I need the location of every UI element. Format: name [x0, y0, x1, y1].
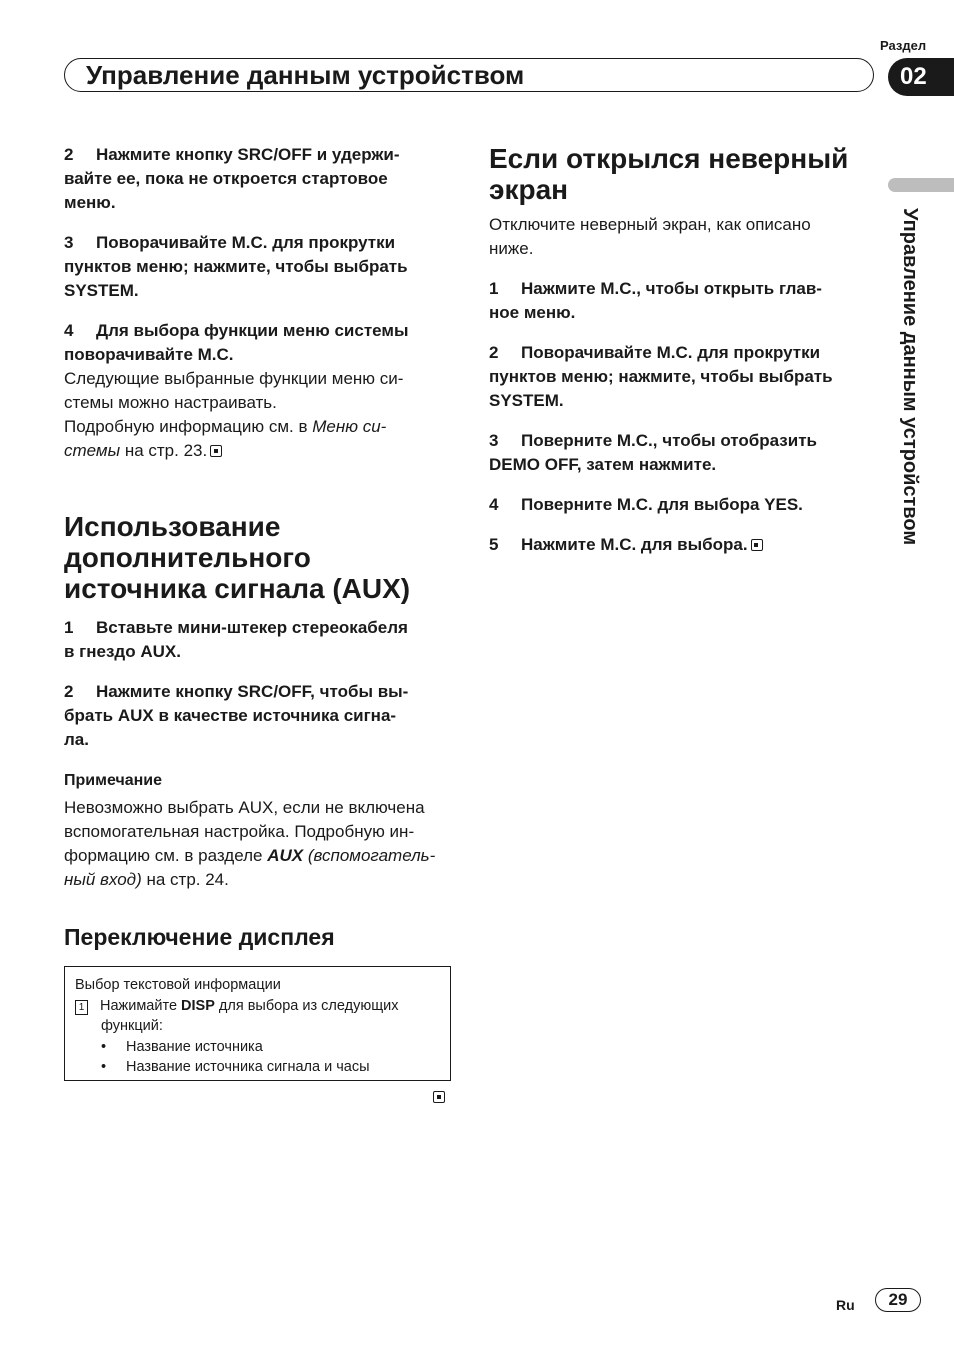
cross-reference: (вспомогатель-	[303, 846, 436, 865]
section-number-badge: 02	[888, 58, 954, 96]
bullet-item	[75, 1037, 440, 1058]
section-label: Раздел	[880, 38, 927, 53]
step-number: 3	[489, 431, 499, 450]
heading-line: экран	[489, 174, 569, 205]
step-number: 2	[64, 145, 74, 164]
page-number: 29	[875, 1288, 921, 1312]
step-text: Вставьте мини-штекер стереокабеля	[96, 618, 408, 637]
language-code: Ru	[836, 1297, 855, 1313]
right-column	[489, 143, 884, 557]
right-step-2	[489, 341, 884, 413]
step-number: 2	[489, 343, 499, 362]
step-number: 1	[64, 618, 74, 637]
step-text: Поверните M.C. для выбора YES.	[521, 495, 803, 514]
left-column	[64, 143, 454, 463]
step-text: пунктов меню; нажмите, чтобы выбрать	[64, 257, 408, 276]
side-section-title: Управление данным устройством	[899, 208, 921, 546]
aux-section	[64, 511, 454, 892]
step-text: SYSTEM.	[64, 281, 139, 300]
box-step-cont: функций:	[101, 1018, 163, 1034]
step-4-description	[64, 367, 454, 463]
step-text: Поверните M.C., чтобы отобразить	[521, 431, 817, 450]
step-text: Нажмите кнопку SRC/OFF и удержи-	[96, 145, 400, 164]
step-2	[64, 143, 454, 215]
step-number: 4	[64, 321, 74, 340]
step-text: Нажмите M.C. для выбора.	[521, 535, 748, 554]
body-text: вспомогательная настройка. Подробную ин-	[64, 822, 415, 841]
page-title: Управление данным устройством	[86, 60, 525, 90]
wrong-screen-heading	[489, 143, 884, 205]
note-text	[64, 796, 454, 892]
body-text: Невозможно выбрать AUX, если не включена	[64, 798, 425, 817]
bullet-text: Название источника	[126, 1038, 263, 1055]
box-step	[75, 996, 440, 1017]
step-4	[64, 319, 454, 367]
step-text: ла.	[64, 730, 89, 749]
bullet-icon: •	[101, 1059, 107, 1075]
bullet-item	[75, 1057, 440, 1078]
display-end-mark	[433, 1089, 445, 1107]
step-text: поворачивайте M.C.	[64, 345, 234, 364]
step-text: пунктов меню; нажмите, чтобы выбрать	[489, 367, 833, 386]
heading-line: источника сигнала (AUX)	[64, 573, 411, 604]
right-step-3	[489, 429, 884, 477]
display-heading: Переключение дисплея	[64, 924, 335, 950]
step-text: Для выбора функции меню системы	[96, 321, 409, 340]
step-number: 1	[489, 279, 499, 298]
display-section	[64, 923, 454, 951]
step-text: в гнездо AUX.	[64, 642, 181, 661]
heading-line: дополнительного	[64, 542, 311, 573]
step-number: 2	[64, 682, 74, 701]
aux-step-1	[64, 616, 454, 664]
heading-line: Если открылся неверный	[489, 143, 849, 174]
step-text: брать AUX в качестве источника сигна-	[64, 706, 397, 725]
body-text: Следующие выбранные функции меню си-	[64, 369, 404, 388]
body-text: формацию см. в разделе	[64, 846, 268, 865]
body-text: Нажимайте	[100, 997, 182, 1014]
intro-text	[489, 213, 884, 261]
body-text: на стр. 24.	[141, 870, 229, 889]
end-mark-icon	[433, 1091, 445, 1103]
right-step-1	[489, 277, 884, 325]
end-mark-icon	[751, 539, 763, 551]
step-number-box: 1	[75, 1000, 88, 1015]
aux-heading	[64, 511, 454, 604]
button-name: DISP	[181, 997, 215, 1014]
step-number: 5	[489, 535, 499, 554]
heading-line: Использование	[64, 511, 281, 542]
cross-reference: AUX	[267, 846, 304, 865]
step-text: Поворачивайте M.C. для прокрутки	[521, 343, 821, 362]
note-title: Примечание	[64, 772, 163, 789]
end-mark-icon	[210, 445, 222, 457]
side-tab-marker	[888, 178, 954, 192]
bullet-icon: •	[101, 1038, 107, 1055]
step-number: 3	[64, 233, 74, 252]
cross-reference: ный вход)	[64, 870, 142, 889]
step-text: Нажмите кнопку SRC/OFF, чтобы вы-	[96, 682, 409, 701]
body-text: ниже.	[489, 239, 534, 258]
cross-reference: Меню си-	[312, 417, 387, 436]
bullet-text: Название источника сигнала и часы	[126, 1059, 370, 1075]
cross-reference: стемы	[64, 441, 121, 460]
box-title: Выбор текстовой информации	[75, 977, 281, 993]
step-text: DEMO OFF, затем нажмите.	[489, 455, 717, 474]
step-text: SYSTEM.	[489, 391, 564, 410]
body-text: для выбора из следующих	[214, 997, 399, 1014]
body-text: стемы можно настраивать.	[64, 393, 277, 412]
step-number: 4	[489, 495, 499, 514]
right-step-5	[489, 533, 884, 557]
step-text: ное меню.	[489, 303, 576, 322]
display-info-box	[64, 966, 451, 1081]
step-text: Нажмите M.C., чтобы открыть глав-	[521, 279, 822, 298]
body-text: Отключите неверный экран, как описано	[489, 215, 811, 234]
right-step-4	[489, 493, 884, 517]
step-text: меню.	[64, 193, 116, 212]
step-text: вайте ее, пока не откроется стартовое	[64, 169, 388, 188]
body-text: Подробную информацию см. в	[64, 417, 313, 436]
body-text: на стр. 23.	[120, 441, 208, 460]
step-text: Поворачивайте M.C. для прокрутки	[96, 233, 396, 252]
step-3	[64, 231, 454, 303]
aux-step-2	[64, 680, 454, 752]
